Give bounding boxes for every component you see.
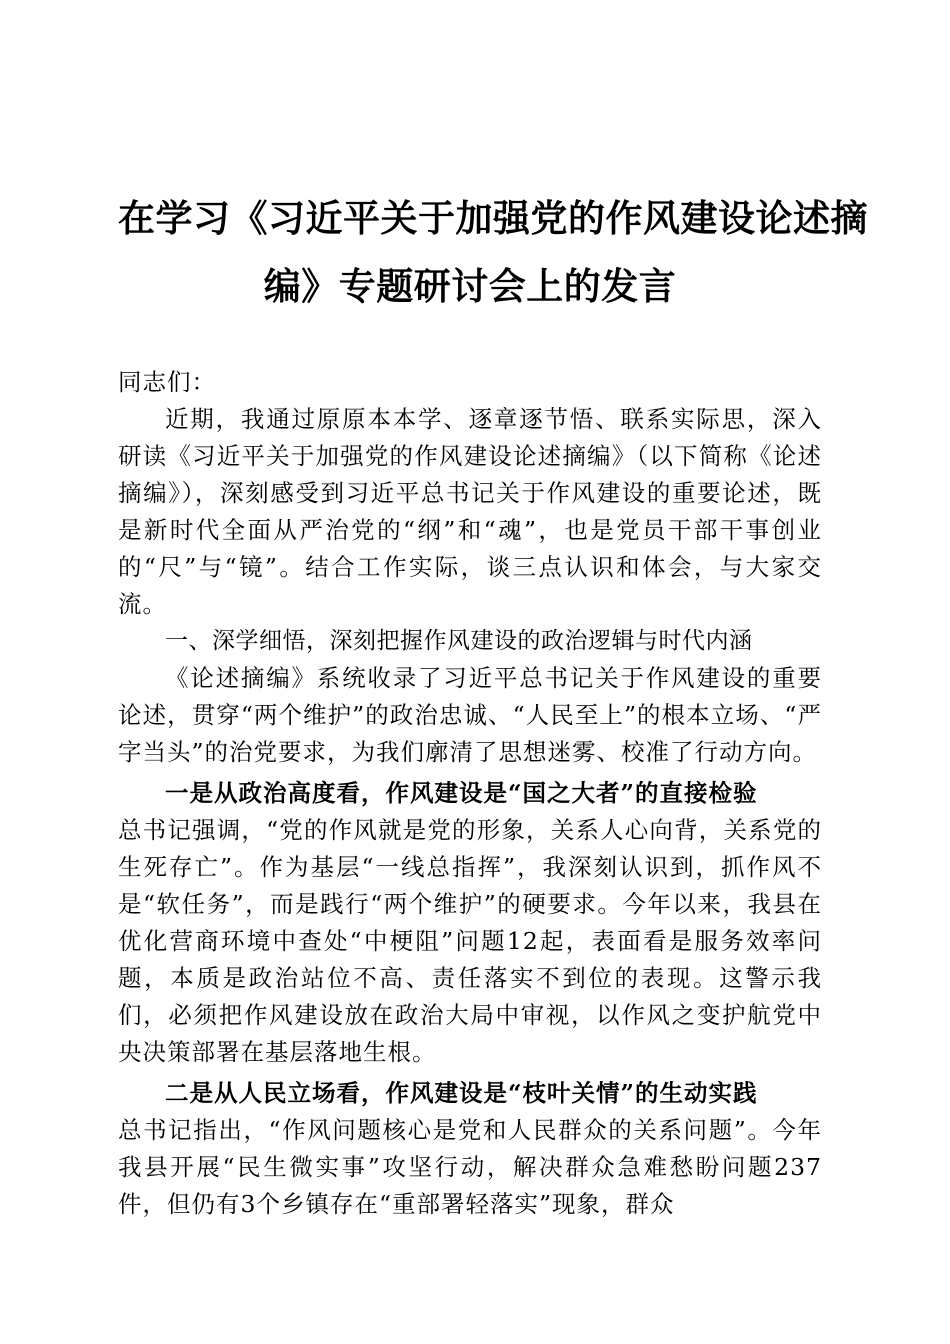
salutation: 同志们： — [118, 368, 216, 396]
point-1-body: 总书记强调，“党的作风就是党的形象，关系人心向背，关系党的生死存亡”。作为基层“一线总指挥”，我深刻认识到，抓作风不是“软任务”，而是践行“两个维护”的硬要求。今年以来，我县在优化营商环境中查处“中梗阻”问题12起，表面看是服务效率问题，本质是政治站位不高、责任落实不到位的表现。这警示我们，必须把作风建设放在政治大局中审视，以作风之变护航党中央决策部署在基层落地生根。 — [118, 816, 822, 1066]
point-2-lead: 二是从人民立场看，作风建设是“枝叶关情”的生动实践 — [165, 1079, 758, 1107]
section-1-paragraph: 《论述摘编》系统收录了习近平总书记关于作风建设的重要论述，贯穿“两个维护”的政治忠诚、“人民至上”的根本立场、“严字当头”的治党要求，为我们廓清了思想迷雾、校准了行动方向。 — [118, 664, 822, 766]
document-title-line-1: 在学习《习近平关于加强党的作风建设论述摘 — [118, 196, 868, 240]
document-body — [118, 364, 822, 1223]
document-title-line-2: 编》专题研讨会上的发言 — [263, 264, 677, 308]
intro-paragraph: 近期，我通过原原本本学、逐章逐节悟、联系实际思，深入研读《习近平关于加强党的作风建设论述摘编》（以下简称《论述摘编》），深刻感受到习近平总书记关于作风建设的重要论述，既是新时代全面从严治党的“纲”和“魂”，也是党员干部干事创业的“尺”与“镜”。结合工作实际，谈三点认识和体会，与大家交流。 — [118, 405, 822, 618]
point-2-body: 总书记指出，“作风问题核心是党和人民群众的关系问题”。今年我县开展“民生微实事”攻坚行动，解决群众急难愁盼问题237件，但仍有3个乡镇存在“重部署轻落实”现象，群众 — [118, 1116, 822, 1218]
section-1-heading: 一、深学细悟，深刻把握作风建设的政治逻辑与时代内涵 — [165, 628, 753, 654]
point-1-lead: 一是从政治高度看，作风建设是“国之大者”的直接检验 — [165, 779, 758, 807]
